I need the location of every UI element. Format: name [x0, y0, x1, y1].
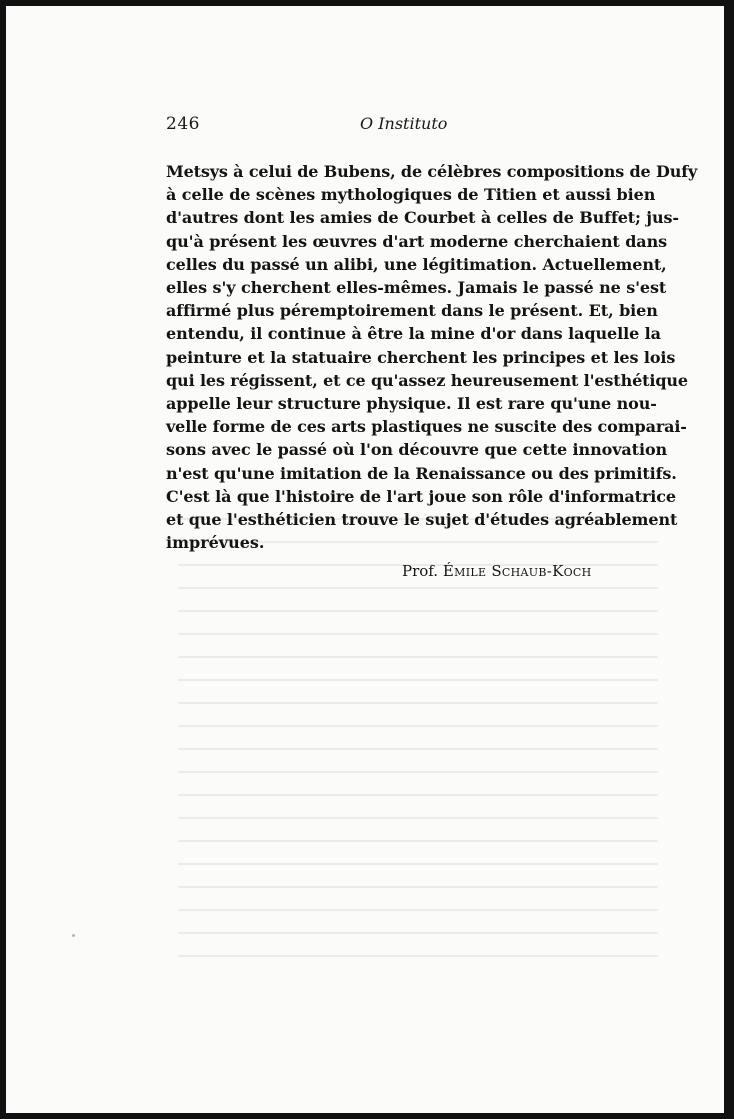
text-line: appelle leur structure physique. Il est rare qu'une nou- — [166, 394, 657, 414]
text-line: sons avec le passé où l'on découvre que cette innovation — [166, 440, 668, 460]
text-line: qu'à présent les œuvres d'art moderne cherchaient dans — [166, 231, 668, 251]
text-line: n'est qu'une imitation de la Renaissance ou des primitifs. — [166, 463, 677, 483]
text-line: d'autres dont les amies de Courbet à celles de Buffet; jus- — [166, 208, 679, 228]
running-title: O Instituto — [360, 114, 448, 133]
text-line: C'est là que l'histoire de l'art joue son rôle d'informatrice — [166, 486, 676, 506]
page-header — [164, 114, 610, 138]
text-line: celles du passé un alibi, une légitimation. Actuellement, — [166, 254, 667, 274]
text-line: imprévues. — [166, 533, 265, 553]
text-line: elles s'y cherchent elles-mêmes. Jamais le passé ne s'est — [166, 278, 667, 298]
author-title: Prof. — [402, 562, 439, 580]
author-name: Émile Schaub-Koch — [442, 562, 592, 580]
page-number: 246 — [166, 114, 200, 134]
paper-speck — [72, 934, 75, 937]
text-line: velle forme de ces arts plastiques ne suscite des comparai- — [166, 417, 687, 437]
author-signature — [402, 562, 592, 580]
text-line: entendu, il continue à être la mine d'or dans laquelle la — [166, 324, 661, 344]
body-paragraph — [166, 160, 698, 554]
text-line: Metsys à celui de Bubens, de célèbres compositions de Dufy — [166, 162, 698, 181]
show-through-texture — [178, 518, 658, 998]
text-line: affirmé plus péremptoirement dans le présent. Et, bien — [166, 301, 658, 321]
text-line: qui les régissent, et ce qu'assez heureusement l'esthétique — [166, 370, 688, 390]
text-line: peinture et la statuaire cherchent les principes et les lois — [166, 347, 676, 367]
text-line: à celle de scènes mythologiques de Titien et aussi bien — [166, 185, 656, 205]
text-line: et que l'esthéticien trouve le sujet d'études agréablement — [166, 510, 678, 530]
